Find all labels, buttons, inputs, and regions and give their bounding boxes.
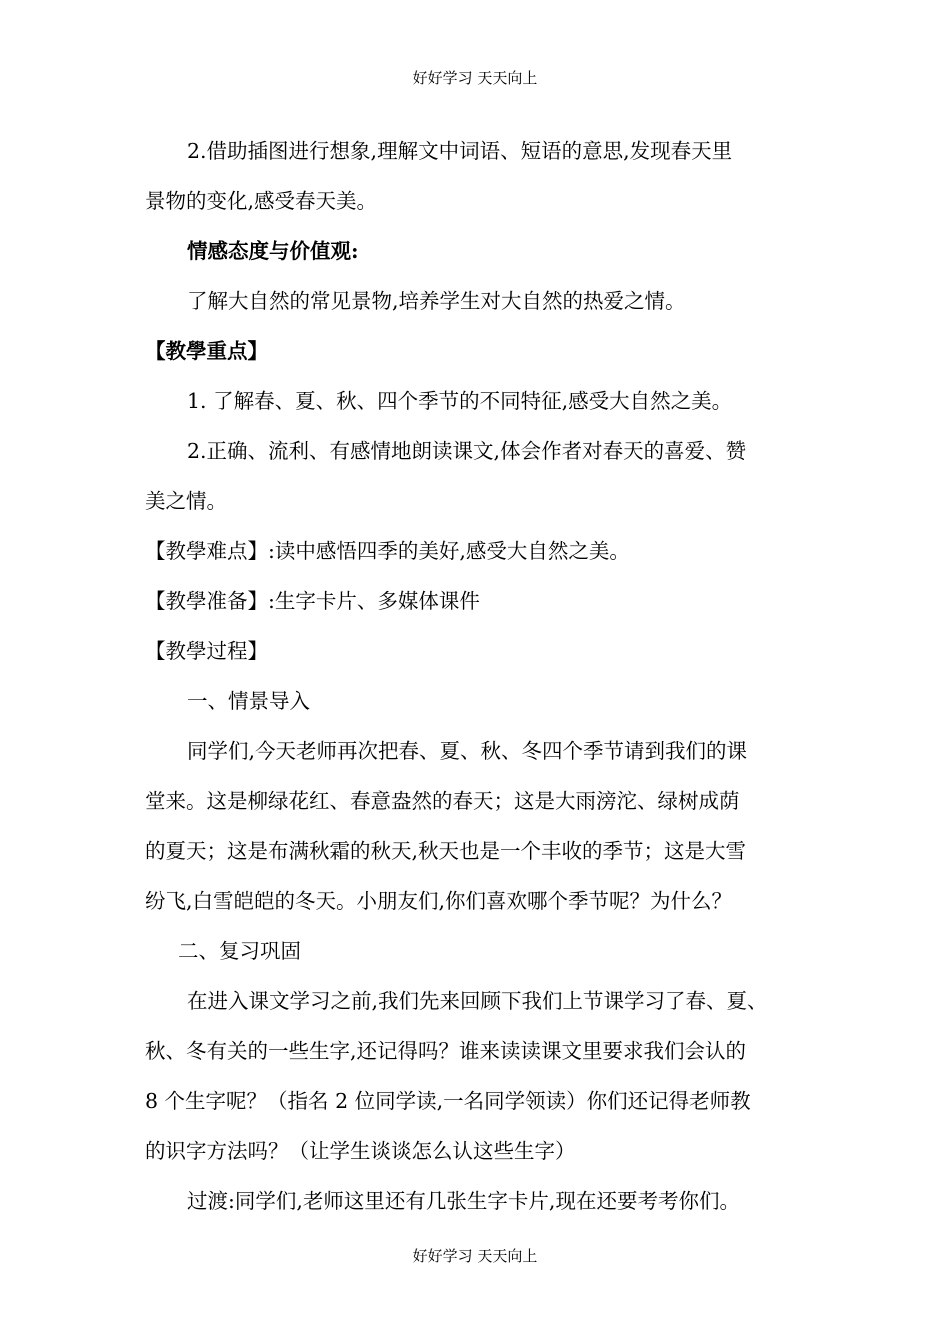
review-paragraph-line-2: 秋、冬有关的一些生字,还记得吗？谁来读读课文里要求我们会认的: [145, 1039, 747, 1063]
key-point-2-line-2: 美之情。: [145, 489, 227, 513]
review-paragraph-line-3: 8 个生字呢？（指名 2 位同学读,一名同学领读）你们还记得老师教: [145, 1089, 751, 1113]
page-header: 好好学习 天天向上: [412, 69, 538, 87]
review-paragraph-line-1: 在进入课文学习之前,我们先来回顾下我们上节课学习了春、夏、: [187, 989, 768, 1013]
key-point-2-line-1: 2.正确、流利、有感情地朗读课文,体会作者对春天的喜爱、赞: [187, 439, 747, 463]
transition-line: 过渡:同学们,老师这里还有几张生字卡片,现在还要考考你们。: [187, 1189, 740, 1213]
preparation-line: 【教學准备】:生字卡片、多媒体课件: [145, 589, 480, 613]
intro-paragraph-line-4: 纷飞,白雪皑皑的冬天。小朋友们,你们喜欢哪个季节呢？为什么？: [145, 889, 733, 913]
key-point-1: 1. 了解春、夏、秋、四个季节的不同特征,感受大自然之美。: [187, 389, 733, 413]
step-2-heading: 二、复习巩固: [178, 939, 301, 963]
page-footer: 好好学习 天天向上: [412, 1247, 538, 1265]
review-paragraph-line-4: 的识字方法吗？（让学生谈谈怎么认这些生字）: [145, 1139, 576, 1163]
step-1-heading: 一、情景导入: [187, 689, 310, 713]
section-heading-process: 【教學过程】: [145, 639, 268, 663]
section-heading-key-points: 【教學重点】: [145, 339, 268, 363]
objective-2-line-1: 2.借助插图进行想象,理解文中词语、短语的意思,发现春天里: [187, 139, 733, 163]
intro-paragraph-line-1: 同学们,今天老师再次把春、夏、秋、冬四个季节请到我们的课: [187, 739, 748, 763]
section-heading-attitude: 情感态度与价值观:: [187, 239, 359, 263]
attitude-text: 了解大自然的常见景物,培养学生对大自然的热爱之情。: [187, 289, 686, 313]
intro-paragraph-line-2: 堂来。这是柳绿花红、春意盎然的春天；这是大雨滂沱、绿树成荫: [145, 789, 740, 813]
objective-2-line-2: 景物的变化,感受春天美。: [145, 189, 378, 213]
intro-paragraph-line-3: 的夏天；这是布满秋霜的秋天,秋天也是一个丰收的季节；这是大雪: [145, 839, 747, 863]
difficulty-line: 【教學难点】:读中感悟四季的美好,感受大自然之美。: [145, 539, 630, 563]
